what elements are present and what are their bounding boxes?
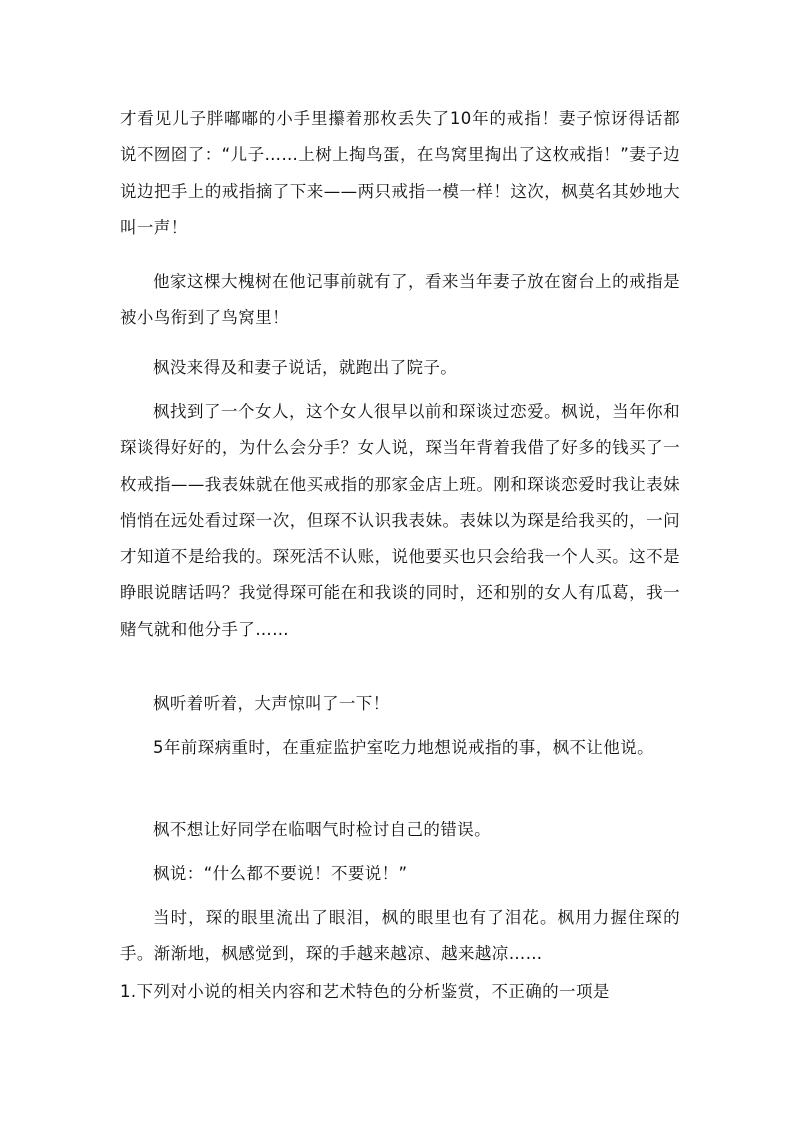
paragraph-no-confession: 枫不想让好同学在临咽气时检讨自己的错误。 (153, 820, 491, 839)
paragraph-locust-tree: 他家这棵大槐树在他记事前就有了，看来当年妻子放在窗台上的戒指是被小鸟衔到了鸟窝里！ (120, 272, 680, 328)
paragraph-exclaim: 枫听着听着，大声惊叫了一下！ (153, 694, 390, 713)
paragraph-hands: 当时，琛的眼里流出了眼泪，枫的眼里也有了泪花。枫用力握住琛的手。渐渐地，枫感觉到，琛的手越来越凉、越来越凉…… (120, 908, 680, 964)
paragraph-dont-speak: 枫说：“什么都不要说！不要说！” (153, 864, 408, 883)
paragraph-woman-story: 枫找到了一个女人，这个女人很早以前和琛谈过恋爱。枫说，当年你和琛谈得好好的，为什么会分手？女人说，琛当年背着我借了好多的钱买了一枚戒指——我表妹就在他买戒指的那家金店上班。刚和琛谈恋爱时我让表妹悄悄在远处看过琛一次，但琛不认识我表妹。表妹以为琛是给我买的，一问才知道不是给我的。琛死活不认账，说他要买也只会给我一个人买。这不是睁眼说瞎话吗？我觉得琛可能在和我谈的同时，还和别的女人有瓜葛，我一赌气就和他分手了…… (120, 402, 680, 639)
paragraph-ran-out: 枫没来得及和妻子说话，就跑出了院子。 (153, 358, 458, 377)
paragraph-icu: 5年前琛病重时，在重症监护室吃力地想说戒指的事，枫不让他说。 (153, 738, 654, 757)
paragraph-ring-found: 才看见儿子胖嘟嘟的小手里攥着那枚丢失了10年的戒指！妻子惊讶得话都说不囫囵了：“儿子……上树上掏鸟蛋，在鸟窝里掏出了这枚戒指！”妻子边说边把手上的戒指摘了下来——两只戒指一模一样！这次，枫莫名其妙地大叫一声！ (120, 109, 680, 237)
question-1: 1.下列对小说的相关内容和艺术特色的分析鉴赏，不正确的一项是 (120, 982, 610, 1001)
